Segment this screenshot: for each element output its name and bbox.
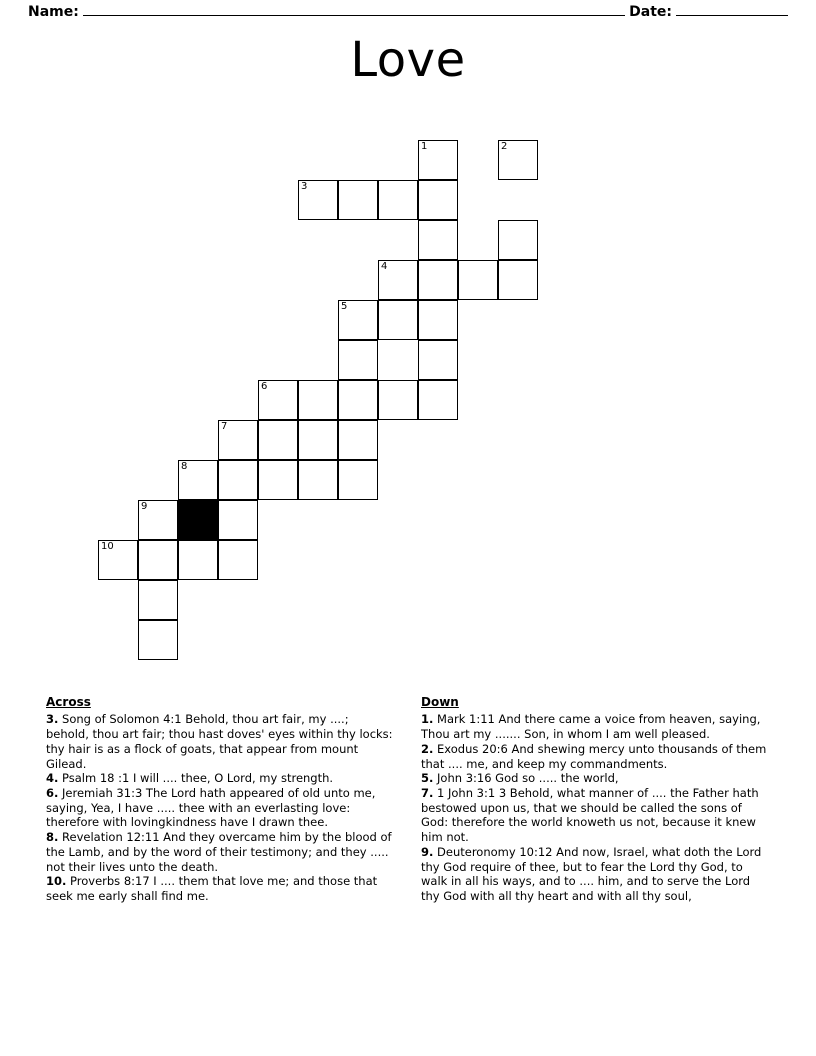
grid-cell-number: 5 — [341, 301, 348, 312]
clue-text: Mark 1:11 And there came a voice from heaven, saying, Thou art my ....... Son, in whom I am well pleased. — [421, 712, 761, 742]
clue-number: 2. — [421, 741, 434, 756]
grid-cell[interactable] — [258, 420, 298, 460]
grid-cell-number: 10 — [101, 541, 114, 552]
grid-cell[interactable] — [418, 300, 458, 340]
name-label: Name: — [28, 4, 79, 20]
grid-cell[interactable] — [418, 380, 458, 420]
crossword-grid[interactable] — [98, 140, 718, 670]
grid-cell[interactable] — [378, 380, 418, 420]
clue-item — [46, 786, 395, 830]
clue-number: 1. — [421, 712, 434, 727]
grid-cell[interactable] — [98, 540, 138, 580]
grid-cell[interactable] — [138, 620, 178, 660]
clue-number: 7. — [421, 785, 434, 800]
clue-number: 3. — [46, 712, 59, 727]
grid-cell[interactable] — [218, 460, 258, 500]
clue-number: 5. — [421, 771, 434, 786]
grid-cell[interactable] — [138, 580, 178, 620]
grid-cell-number: 3 — [301, 181, 308, 192]
grid-cell[interactable] — [458, 260, 498, 300]
grid-cell[interactable] — [498, 140, 538, 180]
date-label: Date: — [629, 4, 672, 20]
grid-cell[interactable] — [298, 460, 338, 500]
clue-text: 1 John 3:1 3 Behold, what manner of .... the Father hath bestowed upon us, that we should be called the sons of God: therefore the world knoweth us not, because it knew him not. — [421, 785, 759, 845]
grid-cell[interactable] — [338, 420, 378, 460]
grid-cell[interactable] — [338, 380, 378, 420]
grid-cell-blocked — [178, 500, 218, 540]
name-date-bar — [28, 4, 788, 20]
clue-item — [421, 742, 770, 771]
grid-cell-number: 6 — [261, 381, 268, 392]
clue-item — [46, 830, 395, 874]
grid-cell[interactable] — [378, 260, 418, 300]
clue-item — [421, 786, 770, 845]
crossword-grid-container — [0, 140, 816, 670]
grid-cell[interactable] — [138, 540, 178, 580]
down-clue-list — [421, 712, 770, 903]
clue-text: Psalm 18 :1 I will .... thee, O Lord, my strength. — [58, 771, 334, 786]
grid-cell[interactable] — [298, 380, 338, 420]
grid-cell-number: 7 — [221, 421, 228, 432]
grid-cell[interactable] — [178, 540, 218, 580]
grid-cell[interactable] — [138, 500, 178, 540]
grid-cell-number: 4 — [381, 261, 388, 272]
grid-cell[interactable] — [418, 220, 458, 260]
across-clue-list — [46, 712, 395, 903]
grid-cell[interactable] — [298, 420, 338, 460]
grid-cell[interactable] — [418, 180, 458, 220]
grid-cell[interactable] — [498, 220, 538, 260]
clue-text: Proverbs 8:17 I .... them that love me; and those that seek me early shall find me. — [46, 874, 378, 903]
grid-cell-number: 2 — [501, 141, 508, 152]
grid-cell[interactable] — [298, 180, 338, 220]
across-heading: Across — [46, 695, 91, 709]
grid-cell[interactable] — [338, 460, 378, 500]
grid-cell[interactable] — [218, 500, 258, 540]
clue-item — [46, 712, 395, 771]
grid-cell[interactable] — [338, 180, 378, 220]
grid-cell[interactable] — [378, 300, 418, 340]
date-write-line[interactable] — [676, 15, 788, 16]
grid-cell-number: 1 — [421, 141, 428, 152]
grid-cell[interactable] — [258, 380, 298, 420]
clue-number: 9. — [421, 844, 434, 859]
clue-text: John 3:16 God so ..... the world, — [433, 771, 619, 786]
clue-item — [421, 845, 770, 904]
grid-cell[interactable] — [258, 460, 298, 500]
across-column — [46, 695, 395, 904]
clue-number: 6. — [46, 785, 59, 800]
grid-cell[interactable] — [418, 260, 458, 300]
grid-cell[interactable] — [498, 260, 538, 300]
grid-cell[interactable] — [378, 180, 418, 220]
clue-item — [421, 771, 770, 786]
grid-cell-number: 9 — [141, 501, 148, 512]
clues-section — [46, 695, 770, 904]
grid-cell[interactable] — [418, 140, 458, 180]
page-title: Love — [350, 32, 466, 88]
clue-item — [46, 874, 395, 903]
clue-text: Deuteronomy 10:12 And now, Israel, what doth the Lord thy God require of thee, but to fear the Lord thy God, to walk in all his ways, and to .... him, and to serve the Lord thy God with all thy heart and with all thy soul, — [421, 844, 762, 903]
clue-number: 10. — [46, 874, 67, 889]
grid-cell[interactable] — [338, 340, 378, 380]
clue-item — [421, 712, 770, 741]
grid-cell-number: 8 — [181, 461, 188, 472]
grid-cell[interactable] — [178, 460, 218, 500]
grid-cell[interactable] — [338, 300, 378, 340]
clue-number: 8. — [46, 830, 59, 845]
clue-text: Revelation 12:11 And they overcame him by the blood of the Lamb, and by the word of their testimony; and they ..... not their lives unto the death. — [46, 830, 392, 874]
clue-text: Jeremiah 31:3 The Lord hath appeared of old unto me, saying, Yea, I have ..... thee with an everlasting love: therefore with lovingkindness have I drawn thee. — [46, 785, 376, 830]
clue-text: Song of Solomon 4:1 Behold, thou art fair, my ....; behold, thou art fair; thou hast doves' eyes within thy locks: thy hair is as a flock of goats, that appear from mount Gilead. — [46, 712, 393, 771]
grid-cell[interactable] — [418, 340, 458, 380]
clue-text: Exodus 20:6 And shewing mercy unto thousands of them that .... me, and keep my commandments. — [421, 741, 767, 771]
clue-item — [46, 771, 395, 786]
down-column — [421, 695, 770, 904]
down-heading: Down — [421, 695, 459, 709]
grid-cell[interactable] — [218, 420, 258, 460]
clue-number: 4. — [46, 771, 59, 786]
name-write-line[interactable] — [83, 15, 625, 16]
grid-cell[interactable] — [218, 540, 258, 580]
